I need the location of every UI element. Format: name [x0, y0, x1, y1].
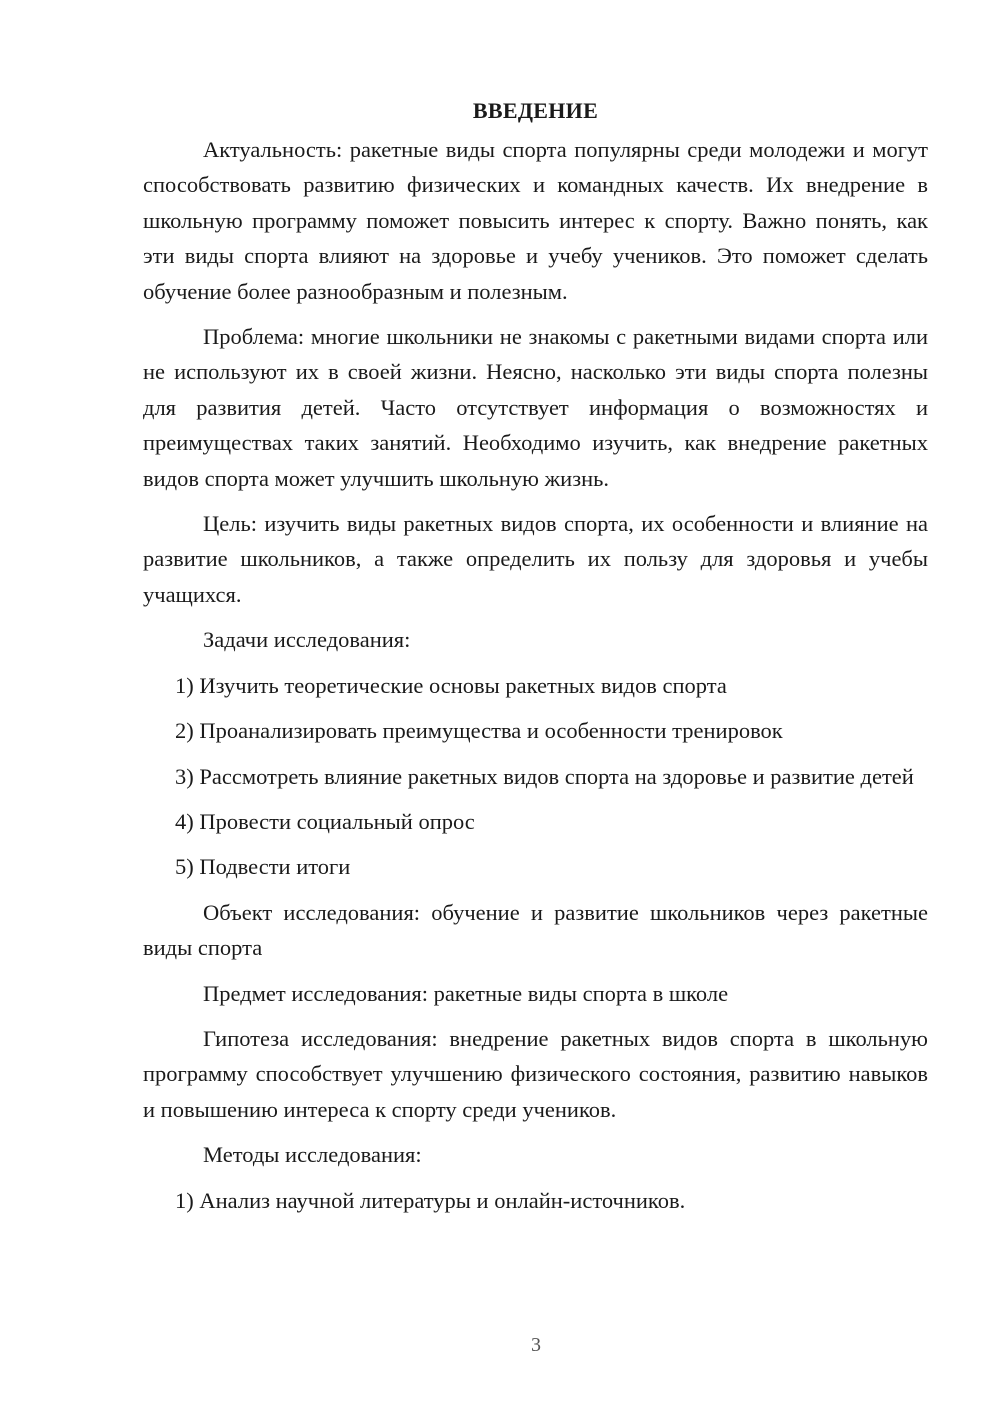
subject-paragraph: Предмет исследования: ракетные виды спорта в школе [203, 980, 729, 1006]
task-item-2: 2) Проанализировать преимущества и особенности тренировок [175, 718, 783, 744]
task-item-5: 5) Подвести итоги [175, 854, 351, 880]
task-item-1: 1) Изучить теоретические основы ракетных видов спорта [175, 672, 727, 698]
task-item-3: 3) Рассмотреть влияние ракетных видов спорта на здоровье и развитие детей [175, 763, 914, 789]
object-paragraph: Объект исследования: обучение и развитие школьников через ракетные виды спорта [143, 899, 928, 961]
tasks-title: Задачи исследования: [203, 627, 411, 653]
page-content [143, 96, 928, 1218]
section-heading: ВВЕДЕНИЕ [472, 98, 599, 123]
method-item-1: 1) Анализ научной литературы и онлайн-источников. [175, 1187, 686, 1213]
hypothesis-paragraph: Гипотеза исследования: внедрение ракетных видов спорта в школьную программу способствует улучшению физического состояния, развитию навыков и повышению интереса к спорту среди учеников. [143, 1025, 928, 1122]
methods-title: Методы исследования: [203, 1142, 422, 1168]
problem-paragraph: Проблема: многие школьники не знакомы с ракетными видами спорта или не используют их в своей жизни. Неясно, насколько эти виды спорта полезны для развития детей. Часто отсутствует информация о возможностях и преимуществах таких занятий. Необходимо изучить, как внедрение ракетных видов спорта может улучшить школьную жизнь. [143, 324, 928, 491]
task-item-4: 4) Провести социальный опрос [175, 808, 475, 834]
goal-paragraph: Цель: изучить виды ракетных видов спорта, их особенности и влияние на развитие школьников, а также определить их пользу для здоровья и учебы учащихся. [143, 511, 928, 607]
relevance-paragraph: Актуальность: ракетные виды спорта популярны среди молодежи и могут способствовать развитию физических и командных качеств. Их внедрение в школьную программу поможет повысить интерес к спорту. Важно понять, как эти виды спорта влияют на здоровье и учебу учеников. Это поможет сделать обучение более разнообразным и полезным. [143, 137, 928, 304]
page-number: 3 [531, 1334, 541, 1356]
